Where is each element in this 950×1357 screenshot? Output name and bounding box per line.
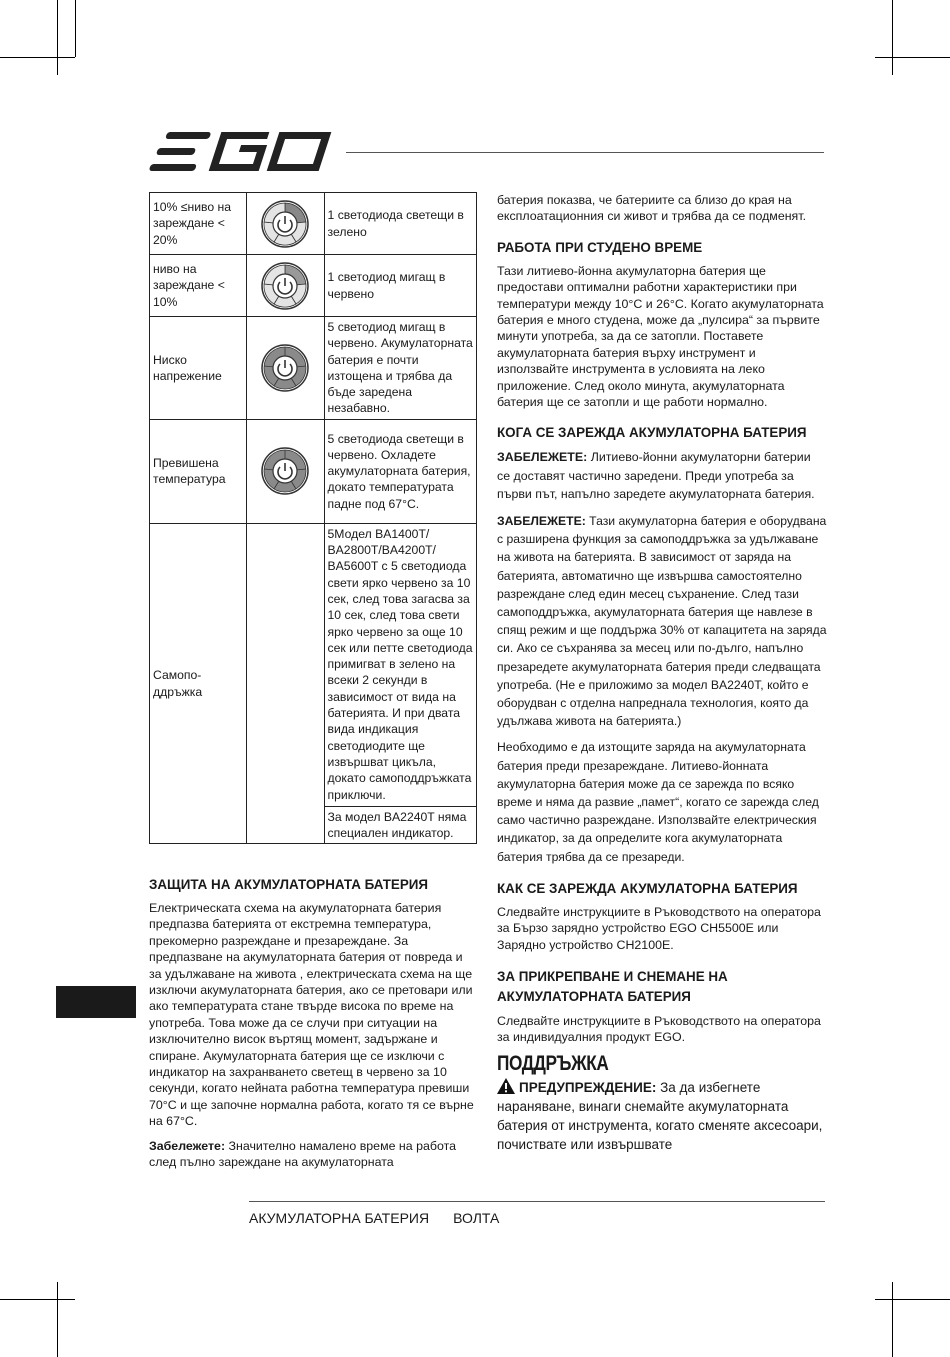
footer-title: АКУМУЛАТОРНА БАТЕРИЯ: [249, 1210, 430, 1226]
warning-label: ПРЕДУПРЕЖДЕНИЕ:: [519, 1080, 657, 1096]
crop-mark: [0, 57, 75, 58]
crop-mark: [57, 0, 58, 75]
charge-level-cell: 10% ≤ниво на зареждане < 20%: [150, 193, 247, 255]
chapter-tab-marker: [56, 986, 136, 1018]
indicator-cell: [247, 317, 324, 420]
section-heading: КОГА СЕ ЗАРЕЖДА АКУМУЛАТОРНА БАТЕРИЯ: [497, 425, 807, 441]
indicator-description: 5 светодиода светещи в червено. Охладете акумулаторната батерия, докато температурата падне под 67°C.: [324, 419, 476, 523]
paragraph: Електрическата схема на акумулаторната батерия предпазва батерията от екстремна температура, прекомерно разреждане и презареждане. За предпазване на акумулаторната батерия от повреда и за удължаване на живота , електрическата схема на ще изключи акумулаторната батерия, ако се претовари или ако температурата стане твърде висока по време на употреба. Това може да се случи при ситуации на изключително висок въртящ момент, задържане и спиране. Акумулаторната батерия ще се изключи с индикатор на захранването светещ в червено за 10 секунди, когато нейната работна температура превиши 70°C и ще започне нормална работа, когато тя се върне на 67°C.: [149, 901, 474, 1129]
battery-indicator-five-red-icon: [260, 446, 310, 496]
indicator-cell: [247, 193, 324, 255]
paragraph: батерия показва, че батериите са близо до края на експлоатационния си живот и трябва да се подменят.: [497, 193, 807, 224]
charge-level-cell: ниво на зареждане < 10%: [150, 255, 247, 317]
maintenance-heading: ПОДДРЪЖКА: [497, 1051, 609, 1075]
warning-paragraph: [497, 1078, 827, 1154]
charge-level-cell: Самопо-ддръжка: [150, 523, 247, 844]
note-label: Забележете:: [149, 1138, 226, 1153]
battery-indicator-one-green-icon: [260, 199, 310, 249]
warning-text: За да избегнете нараняване, винаги снемайте акумулаторната батерия от инструмента, когато сменяте аксесоари, почиствате или извършвате: [497, 1080, 823, 1153]
indicator-description: 5 светодиод мигащ в червено. Акумулаторната батерия е почти изтощена и трябва да бъде заредена незабавно.: [324, 317, 476, 420]
indicator-description: [324, 523, 476, 844]
note-text: Тази акумулаторна батерия е оборудвана с разширена функция за самоподдръжка за удължаване на живота на батерията. В зависимост от заряда на батерията, автоматично ще извършва самостоятелно разреждане след един месец съхранение. След тази самоподдръжка, акумулаторната батерия ще навлезе в спящ режим и ще поддържа 30% от капацитета на заряда си. Ако се съхранява за месец или по-дълго, напълно презаредете акумулаторната батерия преди следващата употреба. (Не е приложимо за модел BA2240T, който е оборудван с отделна напреднала технология, която да удължава живота на батерията.): [497, 513, 827, 729]
section-heading: РАБОТА ПРИ СТУДЕНО ВРЕМЕ: [497, 239, 703, 255]
paragraph: [497, 448, 827, 504]
charge-level-cell: Превишена температура: [150, 419, 247, 523]
indicator-description: 1 светодиод мигащ в червено: [324, 255, 476, 317]
note-label: ЗАБЕЛЕЖЕТЕ:: [497, 450, 588, 465]
crop-mark: [75, 0, 76, 57]
left-column: [149, 876, 477, 1179]
warning-triangle-icon: [497, 1078, 515, 1094]
crop-mark: [0, 1299, 75, 1300]
note-label: ЗАБЕЛЕЖЕТЕ:: [497, 513, 586, 528]
header-rule: [346, 152, 824, 153]
self-maintenance-text: 5Модел BA1400T/ BA2800T/BA4200T/ BA5600T с 5 светодиода свети ярко червено за 10 сек, след това загасва за 10 сек, след това свети ярко червено за още 10 сек или петте светодиода примигват в зелено на всеки 2 секунди в зависимост от вида на батерията. И при двата вида индикация светодиодите ще извършват цикъла, докато самоподдръжката приключи.: [325, 524, 476, 807]
paragraph: Следвайте инструкциите в Ръководството на оператора за индивидуалния продукт EGO.: [497, 1014, 821, 1045]
footer-rule: [249, 1201, 825, 1202]
table-row: [150, 193, 477, 255]
table-row: [150, 255, 477, 317]
crop-mark: [57, 1282, 58, 1357]
table-row: [150, 523, 477, 844]
indicator-description: 1 светодиода светещи в зелено: [324, 193, 476, 255]
battery-indicator-five-red-icon: [260, 343, 310, 393]
paragraph: Тази литиево-йонна акумулаторна батерия ще предостави оптимални работни характеристики при температури между 10°C и 26°C. Когато акумулаторната батерия е много студена, може да „пулсира“ за първите минути употреба, за да се затопли. Поставете акумулаторната батерия върху инструмент и използвайте инструмента в условията на леко приложение. След около минута, акумулаторната батерия ще се затопли и ще работи нормално.: [497, 263, 824, 410]
indicator-cell: [247, 523, 324, 844]
ego-logo: [148, 130, 334, 174]
right-column: [497, 192, 827, 1162]
table-row: [150, 419, 477, 523]
section-heading: КАК СЕ ЗАРЕЖДА АКУМУЛАТОРНА БАТЕРИЯ: [497, 880, 798, 896]
charge-level-cell: Ниско напрежение: [150, 317, 247, 420]
crop-mark: [875, 57, 950, 58]
crop-mark: [892, 0, 893, 75]
paragraph: [497, 512, 827, 730]
paragraph: [149, 1138, 477, 1171]
section-heading: ЗА ПРИКРЕПВАНЕ И СНЕМАНЕ НА АКУМУЛАТОРНАТА БАТЕРИЯ: [497, 969, 728, 1005]
footer: [249, 1210, 499, 1226]
indicator-cell: [247, 419, 324, 523]
paragraph: Необходимо е да изтощите заряда на акумулаторната батерия преди презареждане. Литиево-йонната акумулаторна батерия може да се зарежда по всяко време и няма да развие „памет“, когато се зарежда след само частично разреждане. Използвайте електрическия индикатор, за да определите кога акумулаторната батерия трябва да се презареди.: [497, 740, 819, 864]
crop-mark: [875, 1299, 950, 1300]
note-text: Значително намалено време на работа след пълно зареждане на акумулаторната: [149, 1138, 457, 1170]
section-heading: ЗАЩИТА НА АКУМУЛАТОРНАТА БАТЕРИЯ: [149, 877, 428, 892]
battery-status-table: [149, 192, 477, 844]
note-text: Литиево-йонни акумулаторни батерии се доставят частично заредени. Преди употреба за първи път, напълно заредете акумулаторната батерия.: [497, 450, 815, 502]
indicator-cell: [247, 255, 324, 317]
paragraph: Следвайте инструкциите в Ръководството на оператора за Бързо зарядно устройство EGO CH5500E или Зарядно устройство CH2100E.: [497, 904, 821, 952]
ba2240t-note: За модел BA2240T няма специален индикатор.: [327, 809, 467, 841]
battery-indicator-one-red-icon: [260, 261, 310, 311]
crop-mark: [892, 1282, 893, 1357]
table-row: [150, 317, 477, 420]
footer-voltage: ВОЛТА: [453, 1210, 500, 1226]
